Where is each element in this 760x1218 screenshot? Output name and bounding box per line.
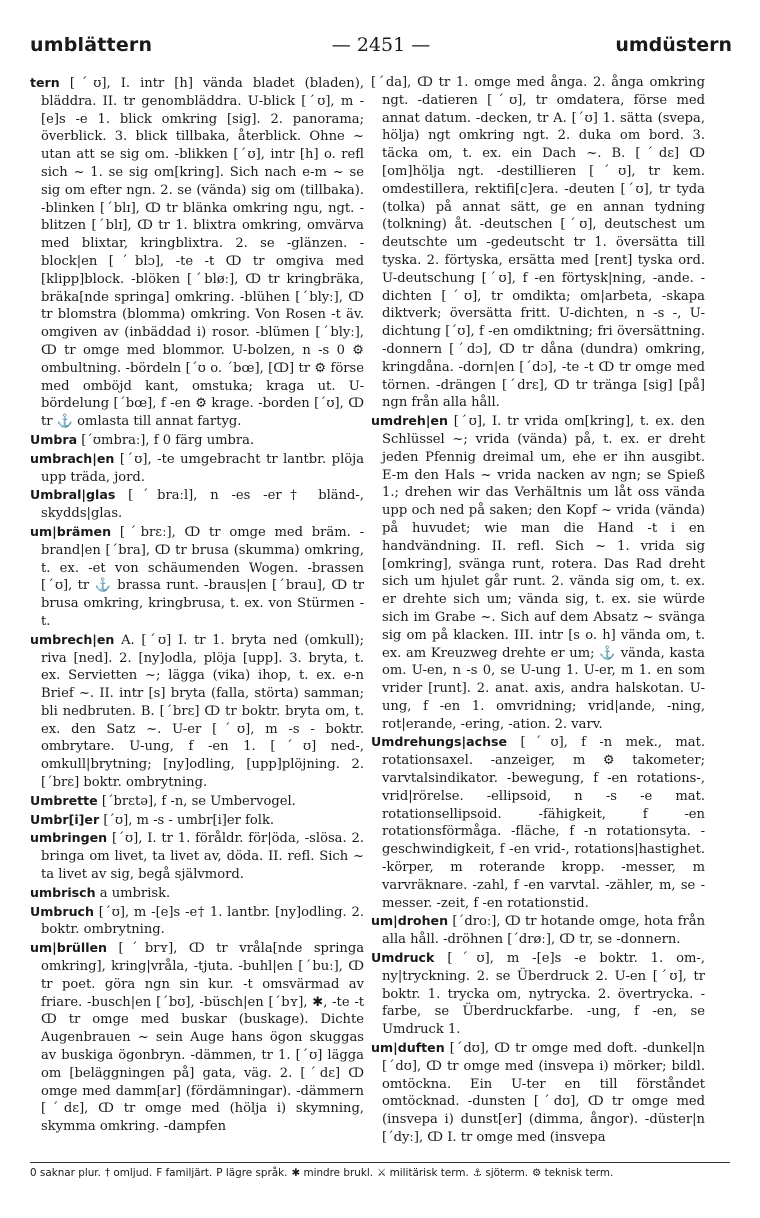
entry-body: [ˊbraːl], n -es -er† bländ-, skydds|glas.	[41, 488, 364, 522]
entry-body: [ˊdroː], ↀ tr hotande omge, hota från alla håll. -dröhnen [ˊdrøː], ↀ tr, se -donnern.	[382, 914, 705, 948]
entry-headword: Umdrehungs|achse	[371, 734, 508, 750]
entry-body: [ˊbrɛtə], f -n, se Umbervogel.	[101, 793, 296, 809]
entry-headword: um|drohen	[371, 913, 449, 929]
entry-body: [ˊʊmbraː], f 0 färg umbra.	[81, 432, 255, 448]
dictionary-entry	[30, 884, 364, 903]
entry-headword: Umbrette	[30, 792, 98, 808]
dictionary-entry	[30, 903, 364, 940]
entry-body: [ˊʊ], m -s - umbr[i]er folk.	[103, 812, 275, 828]
legend-item: ⚙ teknisk term.	[532, 1167, 614, 1179]
dictionary-entry	[371, 1039, 705, 1147]
entry-body: [ˊʊ], f -n mek., mat. rotationsaxel. -anzeiger, m ⚙ takometer; varvtalsindikator. -bewegung, f -en rotations-, vrid|rörelse. -ellipsoid, n -s -e mat. rotationsellipsoid. -fähigkeit, f -en rotationsförmåga. -fläche, f -n rotationsyta. -geschwindigkeit, f -en vrid-, rotations|hastighet. -körper, m roterande kropp. -messer, m varvräknare. -zahl, f -en varvtal. -zähler, m, se -messer. -zeit, f -en rotationstid.	[382, 735, 705, 911]
entry-headword: umdreh|en	[371, 413, 448, 429]
header-right-guideword: umdüstern	[615, 34, 732, 56]
entry-body: [ˊda], ↀ tr 1. omge med ånga. 2. ånga omkring ngt. -datieren [ˊʊ], tr omdatera, förse med annat datum. -decken, tr A. [ˊʊ] 1. sätta (svepa, hölja) ngt omkring ngt. 2. duka om bord. 3. täcka om, t. ex. ein Dach ~. B. [ˊdɛ] ↀ [om]hölja ngt. -destillieren [ˊʊ], tr kem. omdestillera, rektifi[c]era. -deuten [ˊʊ], tr tyda (tolka) på annat sätt, ge en annan tydning (tolkning) åt. -deutschen [ˊʊ], deutschest um deutschte um -gedeutscht tr 1. översätta till tyska. 2. förtyska, ersätta med [rent] tyska ord. U-deutschung [ˊʊ], f -en förtysk|ning, -ande. -dichten [ˊʊ], tr omdikta; om|arbeta, -skapa diktverk; översätta fritt. U-dichten, n -s -, U-dichtung [ˊʊ], f -en omdiktning; fri översättning. -donnern [ˊdɔ], ↀ tr dåna (dundra) omkring, kringdåna. -dorn|en [ˊdɔ], -te -t ↀ tr omge med törnen. -drängen [ˊdrɛ], ↀ tr tränga [sig] [på] ngn från alla håll.	[371, 75, 705, 411]
entry-body: [ˊʊ], I. intr [h] vända bladet (bladen), bläddra. II. tr genombläddra. U-blick [ˊʊ], m -[e]s -e 1. blick omkring [sig]. 2. panorama; överblick. 3. blick tillbaka, återblick. Ohne ~ utan att se sig om. -blikken [ˊʊ], intr [h] o. refl sich ~ 1. se sig om[kring]. Sich nach e-m ~ se sig om efter ngn. 2. se (vända) sig om (tillbaka). -blinken [ˊblɪ], ↀ tr blänka omkring ngu, ngt. -blitzen [ˊblɪ], ↀ tr 1. blixtra omkring, omvärva med blixtar, kringblixtra. 2. se -glänzen. -block|en [ˊblɔ], -te -t ↀ tr omgiva med [klipp]block. -blöken [ˊbløː], ↀ tr kringbräka, bräka[nde springa] omkring. -blühen [ˊblyː], ↀ tr blomstra (blomma) omkring. Von Rosen -t äv. omgiven av (inbäddad i) rosor. -blümen [ˊblyː], ↀ tr omge med blommor. U-bolzen, n -s 0 ⚙ ombultning. -bördeln [ˊʊ o. ˊbœ], [ↀ] tr ⚙ förse med omböjd kant, omstuka; kraga ut. U-bördelung [ˊbœ], f -en ⚙ krage. -borden [ˊʊ], ↀ tr ⚓ omlasta till annat fartyg.	[41, 76, 364, 430]
entry-headword: Umdruck	[371, 950, 435, 966]
entry-headword: Umbral|glas	[30, 487, 116, 503]
dictionary-entry	[30, 431, 364, 450]
footer-rule	[30, 1162, 730, 1163]
dictionary-entry	[371, 74, 705, 412]
dictionary-entry	[371, 733, 705, 912]
right-column	[371, 74, 705, 1147]
dictionary-entry	[30, 939, 364, 1136]
entry-body: [ˊdʊ], ↀ tr omge med doft. -dunkel|n [ˊdʊ], ↀ tr omge med (insvepa i) mörker; bildl. omtöckna. Ein U-ter en till förståndet omtöcknad. -dunsten [ˊdʊ], ↀ tr omge med (insvepa i) dunst[er] (dimma, ångor). -düster|n [ˊdyː], ↀ I. tr omge med (insvepa	[382, 1041, 705, 1146]
entry-headword: um|brämen	[30, 523, 112, 539]
legend-item: ⚔ militärisk term.	[377, 1167, 469, 1179]
dictionary-entry	[30, 74, 364, 431]
running-header	[30, 34, 732, 64]
legend-item: ✱ mindre brukl.	[291, 1167, 374, 1179]
entry-headword: umbrisch	[30, 884, 96, 900]
entry-headword: Umbra	[30, 431, 78, 447]
legend-item: 0 saknar plur.	[30, 1167, 101, 1179]
dictionary-entry	[30, 792, 364, 811]
dictionary-entry	[30, 829, 364, 883]
left-column	[30, 74, 364, 1136]
dictionary-entry	[30, 811, 364, 830]
entry-body: [ˊbrʏ], ↀ tr vråla[nde springa omkring], kring|vråla, -tjuta. -buhl|en [ˊbuː], ↀ tr poet. göra ngn sin kur. -t omsvärmad av friare. -busch|en [ˊbʊ], -büsch|en [ˊbʏ], ✱, -te -t ↀ tr omge med buskar (buskage). Dichte Augenbrauen ~ sein Auge hans ögon skuggas av buskiga ögonbryn. -dämmen, tr 1. [ˊʊ] lägga om [beläggningen på] gata, väg. 2. [ˊdɛ] ↀ omge med damm[ar] (fördämningar). -dämmern [ˊdɛ], ↀ tr omge med (hölja i) skymning, skymma omkring. -dampfen	[41, 941, 365, 1135]
dictionary-entry	[371, 412, 705, 733]
legend-item: P lägre språk.	[216, 1167, 288, 1179]
entry-headword: Umbr[i]er	[30, 811, 100, 827]
entry-headword: umbrech|en	[30, 631, 115, 647]
legend-item: † omljud.	[104, 1167, 153, 1179]
header-left-guideword: umblättern	[30, 34, 153, 56]
abbreviation-legend	[30, 1167, 740, 1179]
entry-headword: um|brüllen	[30, 940, 108, 956]
dictionary-entry	[30, 523, 364, 631]
dictionary-entry	[371, 949, 705, 1039]
legend-item: ⚓ sjöterm.	[472, 1167, 529, 1179]
entry-body: A. [ˊʊ] I. tr 1. bryta ned (omkull); riva [ned]. 2. [ny]odla, plöja [upp]. 3. bryta, t. ex. Servietten ~; lägga (vika) ihop, t. ex. e-n Brief ~. II. intr [s] bryta (falla, störta) samman; bli nedbruten. B. [ˊbrɛ] ↀ tr boktr. bryta om, t. ex. den Satz ~. U-er [ˊʊ], m -s - boktr. ombrytare. U-ung, f -en 1. [ˊʊ] ned-, omkull|brytning; [ny]odling, [upp]plöjning. 2. [ˊbrɛ] boktr. ombrytning.	[41, 632, 364, 791]
dictionary-entry	[371, 912, 705, 949]
entry-body: a umbrisk.	[99, 885, 171, 901]
legend-item: F familjärt.	[156, 1167, 213, 1179]
entry-headword: umbringen	[30, 830, 108, 846]
page-number: — 2451 —	[331, 34, 431, 56]
entry-body: [ˊʊ], -te umgebracht tr lantbr. plöja upp träda, jord.	[41, 451, 365, 485]
entry-body: [ˊʊ], m -[e]s -e† 1. lantbr. [ny]odling. 2. boktr. ombrytning.	[41, 904, 364, 938]
entry-headword: Umbruch	[30, 903, 94, 919]
entry-body: [ˊʊ], m -[e]s -e boktr. 1. om-, ny|tryckning. 2. se Überdruck 2. U-en [ˊʊ], tr boktr. 1. trycka om, nytrycka. 2. övertrycka. -farbe, se Überdruckfarbe. -ung, f -en, se Umdruck 1.	[382, 951, 705, 1038]
dictionary-entry	[30, 450, 364, 487]
dictionary-entry	[30, 631, 364, 792]
entry-headword: tern	[30, 75, 60, 90]
entry-body: [ˊbrɛː], ↀ tr omge med bräm. -brand|en [ˊbra], ↀ tr brusa (skumma) omkring, t. ex. -et von schäumenden Wogen. -brassen [ˊʊ], tr ⚓ brassa runt. -braus|en [ˊbrau], ↀ tr brusa omkring, kringbrusa, t. ex. von Stürmen -t.	[41, 524, 364, 629]
dictionary-entry	[30, 486, 364, 523]
entry-body: [ˊʊ], I. tr 1. föråldr. för|öda, -slösa. 2. bringa om livet, ta livet av, döda. II. refl. Sich ~ ta livet av sig, begå självmord.	[41, 831, 364, 883]
entry-headword: um|duften	[371, 1040, 445, 1056]
entry-body: [ˊʊ], I. tr vrida om[kring], t. ex. den Schlüssel ~; vrida (vända) på, t. ex. er dreht jeden Pfennig dreimal um, ehe er ihn ausgibt. E-m den Hals ~ vrida nacken av ngn; se Spieß 1.; drehen wir das Verhältnis um låt oss vända upp och ned på saken; den Kopf ~ vrida (vända) på huvudet; wie man die Hand -t i en handvändning. II. refl. Sich ~ 1. vrida sig [omkring], svänga runt, rotera. Das Rad dreht sich um hjulet går runt. 2. vända sig om, t. ex. er drehte sich um; vända sig, t. ex. sie würde sich im Grabe ~. Sich auf dem Absatz ~ svänga sig om på klacken. III. intr [s o. h] vända om, t. ex. am Kreuzweg drehte er um; ⚓ vända, kasta om. U-en, n -s 0, se U-ung 1. U-er, m 1. en som vrider [runt]. 2. anat. axis, andra halskotan. U-ung, f -en 1. omvridning; vrid|ande, -ning, rot|erande, -ering, -ation. 2. varv.	[382, 414, 705, 732]
entry-headword: umbrach|en	[30, 450, 115, 466]
